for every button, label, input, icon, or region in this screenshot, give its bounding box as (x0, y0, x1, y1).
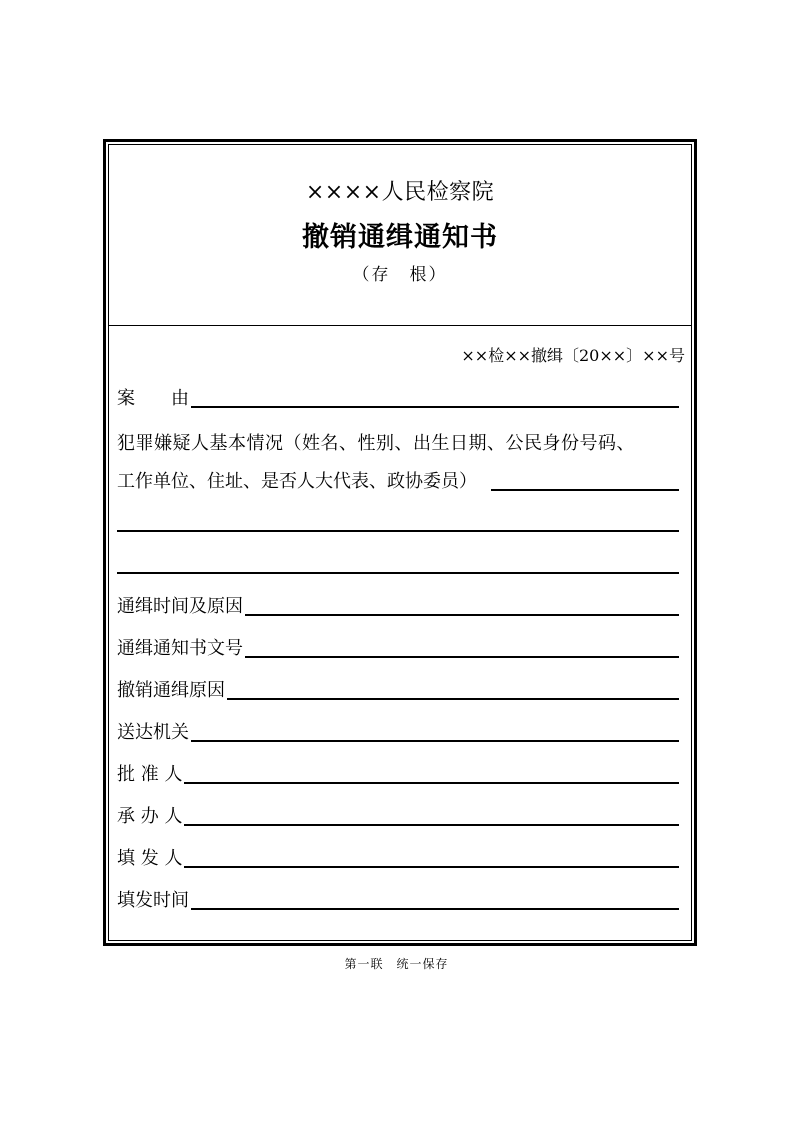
approver-row (117, 758, 679, 788)
procuratorate-name: ××××人民检察院 (305, 180, 495, 205)
suspect-info-label-line2: 工作单位、住址、是否人大代表、政协委员） (117, 471, 477, 492)
approver-line[interactable] (184, 782, 679, 784)
wanted-notice-number-label: 通缉通知书文号 (117, 638, 243, 659)
issue-time-row (117, 884, 679, 914)
wanted-time-reason-label: 通缉时间及原因 (117, 596, 243, 617)
suspect-info-line-3[interactable] (117, 572, 679, 574)
case-reason-row (117, 382, 679, 412)
suspect-info-row (117, 465, 679, 495)
wanted-notice-number-row (117, 632, 679, 662)
suspect-info-line-2[interactable] (117, 530, 679, 532)
issue-time-label: 填发时间 (117, 890, 189, 911)
form-frame (103, 139, 697, 946)
issue-time-line[interactable] (191, 908, 679, 910)
revoke-reason-row (117, 674, 679, 704)
case-reason-line[interactable] (191, 406, 679, 408)
revoke-reason-label: 撤销通缉原因 (117, 680, 225, 701)
issuer-row (117, 842, 679, 872)
stub-label: （存 根） (352, 265, 448, 285)
delivery-agency-row (117, 716, 679, 746)
wanted-time-reason-line[interactable] (245, 614, 679, 616)
handler-row (117, 800, 679, 830)
suspect-info-line-1[interactable] (491, 489, 679, 491)
revoke-reason-line[interactable] (227, 698, 679, 700)
form-header (109, 145, 691, 326)
issuer-line[interactable] (184, 866, 679, 868)
footer-copy-note: 第一联 统一保存 (344, 957, 449, 971)
handler-label: 承 办 人 (117, 806, 183, 827)
case-reason-label: 案 由 (117, 388, 189, 409)
delivery-agency-line[interactable] (191, 740, 679, 742)
wanted-time-reason-row (117, 590, 679, 620)
approver-label: 批 准 人 (117, 764, 183, 785)
suspect-info-label-line1: 犯罪嫌疑人基本情况（姓名、性别、出生日期、公民身份号码、 (117, 433, 635, 454)
document-number: ××检××撤缉〔20××〕××号 (461, 346, 685, 365)
wanted-notice-number-line[interactable] (245, 656, 679, 658)
issuer-label: 填 发 人 (117, 848, 183, 869)
document-title: 撤销通缉通知书 (302, 222, 498, 253)
delivery-agency-label: 送达机关 (117, 722, 189, 743)
handler-line[interactable] (184, 824, 679, 826)
form-inner-border (108, 144, 692, 941)
